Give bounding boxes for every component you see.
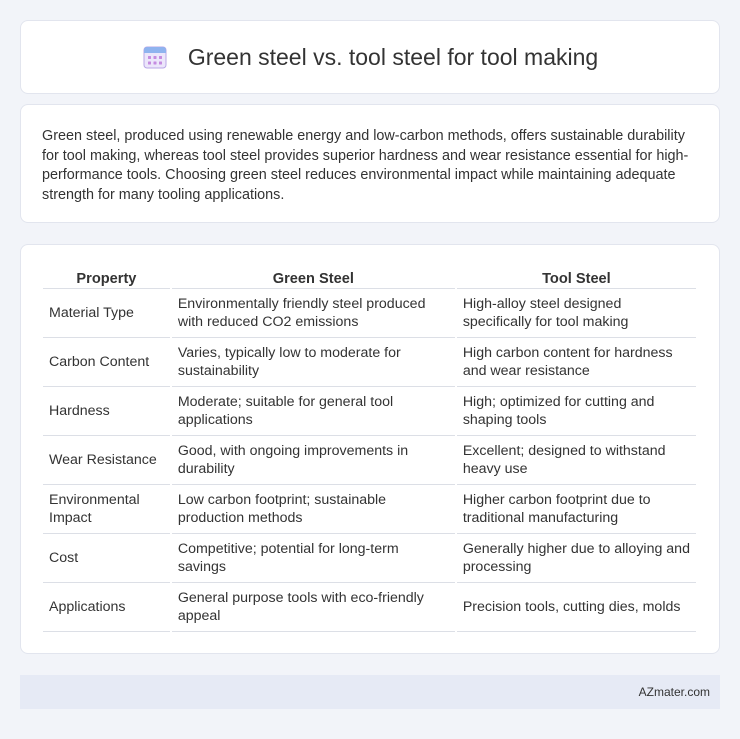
table-row bbox=[43, 485, 696, 534]
row-green-steel: Varies, typically low to moderate for sustainability bbox=[172, 338, 455, 387]
row-property: Environmental Impact bbox=[43, 485, 170, 534]
row-property: Hardness bbox=[43, 387, 170, 436]
table-row bbox=[43, 387, 696, 436]
header-green-steel: Green Steel bbox=[172, 265, 455, 289]
row-green-steel: General purpose tools with eco-friendly appeal bbox=[172, 583, 455, 632]
footer-brand: AZmater.com bbox=[638, 685, 710, 699]
intro-card bbox=[20, 104, 720, 223]
row-green-steel: Good, with ongoing improvements in durability bbox=[172, 436, 455, 485]
table-row bbox=[43, 436, 696, 485]
row-green-steel: Moderate; suitable for general tool applications bbox=[172, 387, 455, 436]
comparison-table-card bbox=[20, 244, 720, 654]
row-green-steel: Low carbon footprint; sustainable production methods bbox=[172, 485, 455, 534]
row-green-steel: Environmentally friendly steel produced with reduced CO2 emissions bbox=[172, 289, 455, 338]
table-row bbox=[43, 338, 696, 387]
intro-text: Green steel, produced using renewable energy and low-carbon methods, offers sustainable durability for tool making, whereas tool steel provides superior hardness and wear resistance essential for high-performance tools. Choosing green steel reduces environmental impact while maintaining adequate strength for many tooling applications. bbox=[42, 128, 689, 203]
row-tool-steel: High-alloy steel designed specifically for tool making bbox=[457, 289, 696, 338]
header-tool-steel: Tool Steel bbox=[457, 265, 696, 289]
footer bbox=[20, 675, 720, 709]
table-row bbox=[43, 289, 696, 338]
row-tool-steel: Generally higher due to alloying and processing bbox=[457, 534, 696, 583]
row-property: Cost bbox=[43, 534, 170, 583]
table-row bbox=[43, 534, 696, 583]
row-property: Material Type bbox=[43, 289, 170, 338]
row-green-steel: Competitive; potential for long-term savings bbox=[172, 534, 455, 583]
row-property: Wear Resistance bbox=[43, 436, 170, 485]
header-property: Property bbox=[43, 265, 170, 289]
row-tool-steel: Precision tools, cutting dies, molds bbox=[457, 583, 696, 632]
page-title: Green steel vs. tool steel for tool making bbox=[187, 43, 599, 70]
row-property: Applications bbox=[43, 583, 170, 632]
row-tool-steel: High; optimized for cutting and shaping tools bbox=[457, 387, 696, 436]
comparison-table bbox=[41, 265, 698, 632]
calendar-icon bbox=[142, 44, 168, 70]
row-tool-steel: Higher carbon footprint due to traditional manufacturing bbox=[457, 485, 696, 534]
table-header-row bbox=[43, 265, 696, 289]
row-tool-steel: High carbon content for hardness and wear resistance bbox=[457, 338, 696, 387]
row-property: Carbon Content bbox=[43, 338, 170, 387]
table-row bbox=[43, 583, 696, 632]
title-card bbox=[20, 20, 720, 94]
row-tool-steel: Excellent; designed to withstand heavy use bbox=[457, 436, 696, 485]
